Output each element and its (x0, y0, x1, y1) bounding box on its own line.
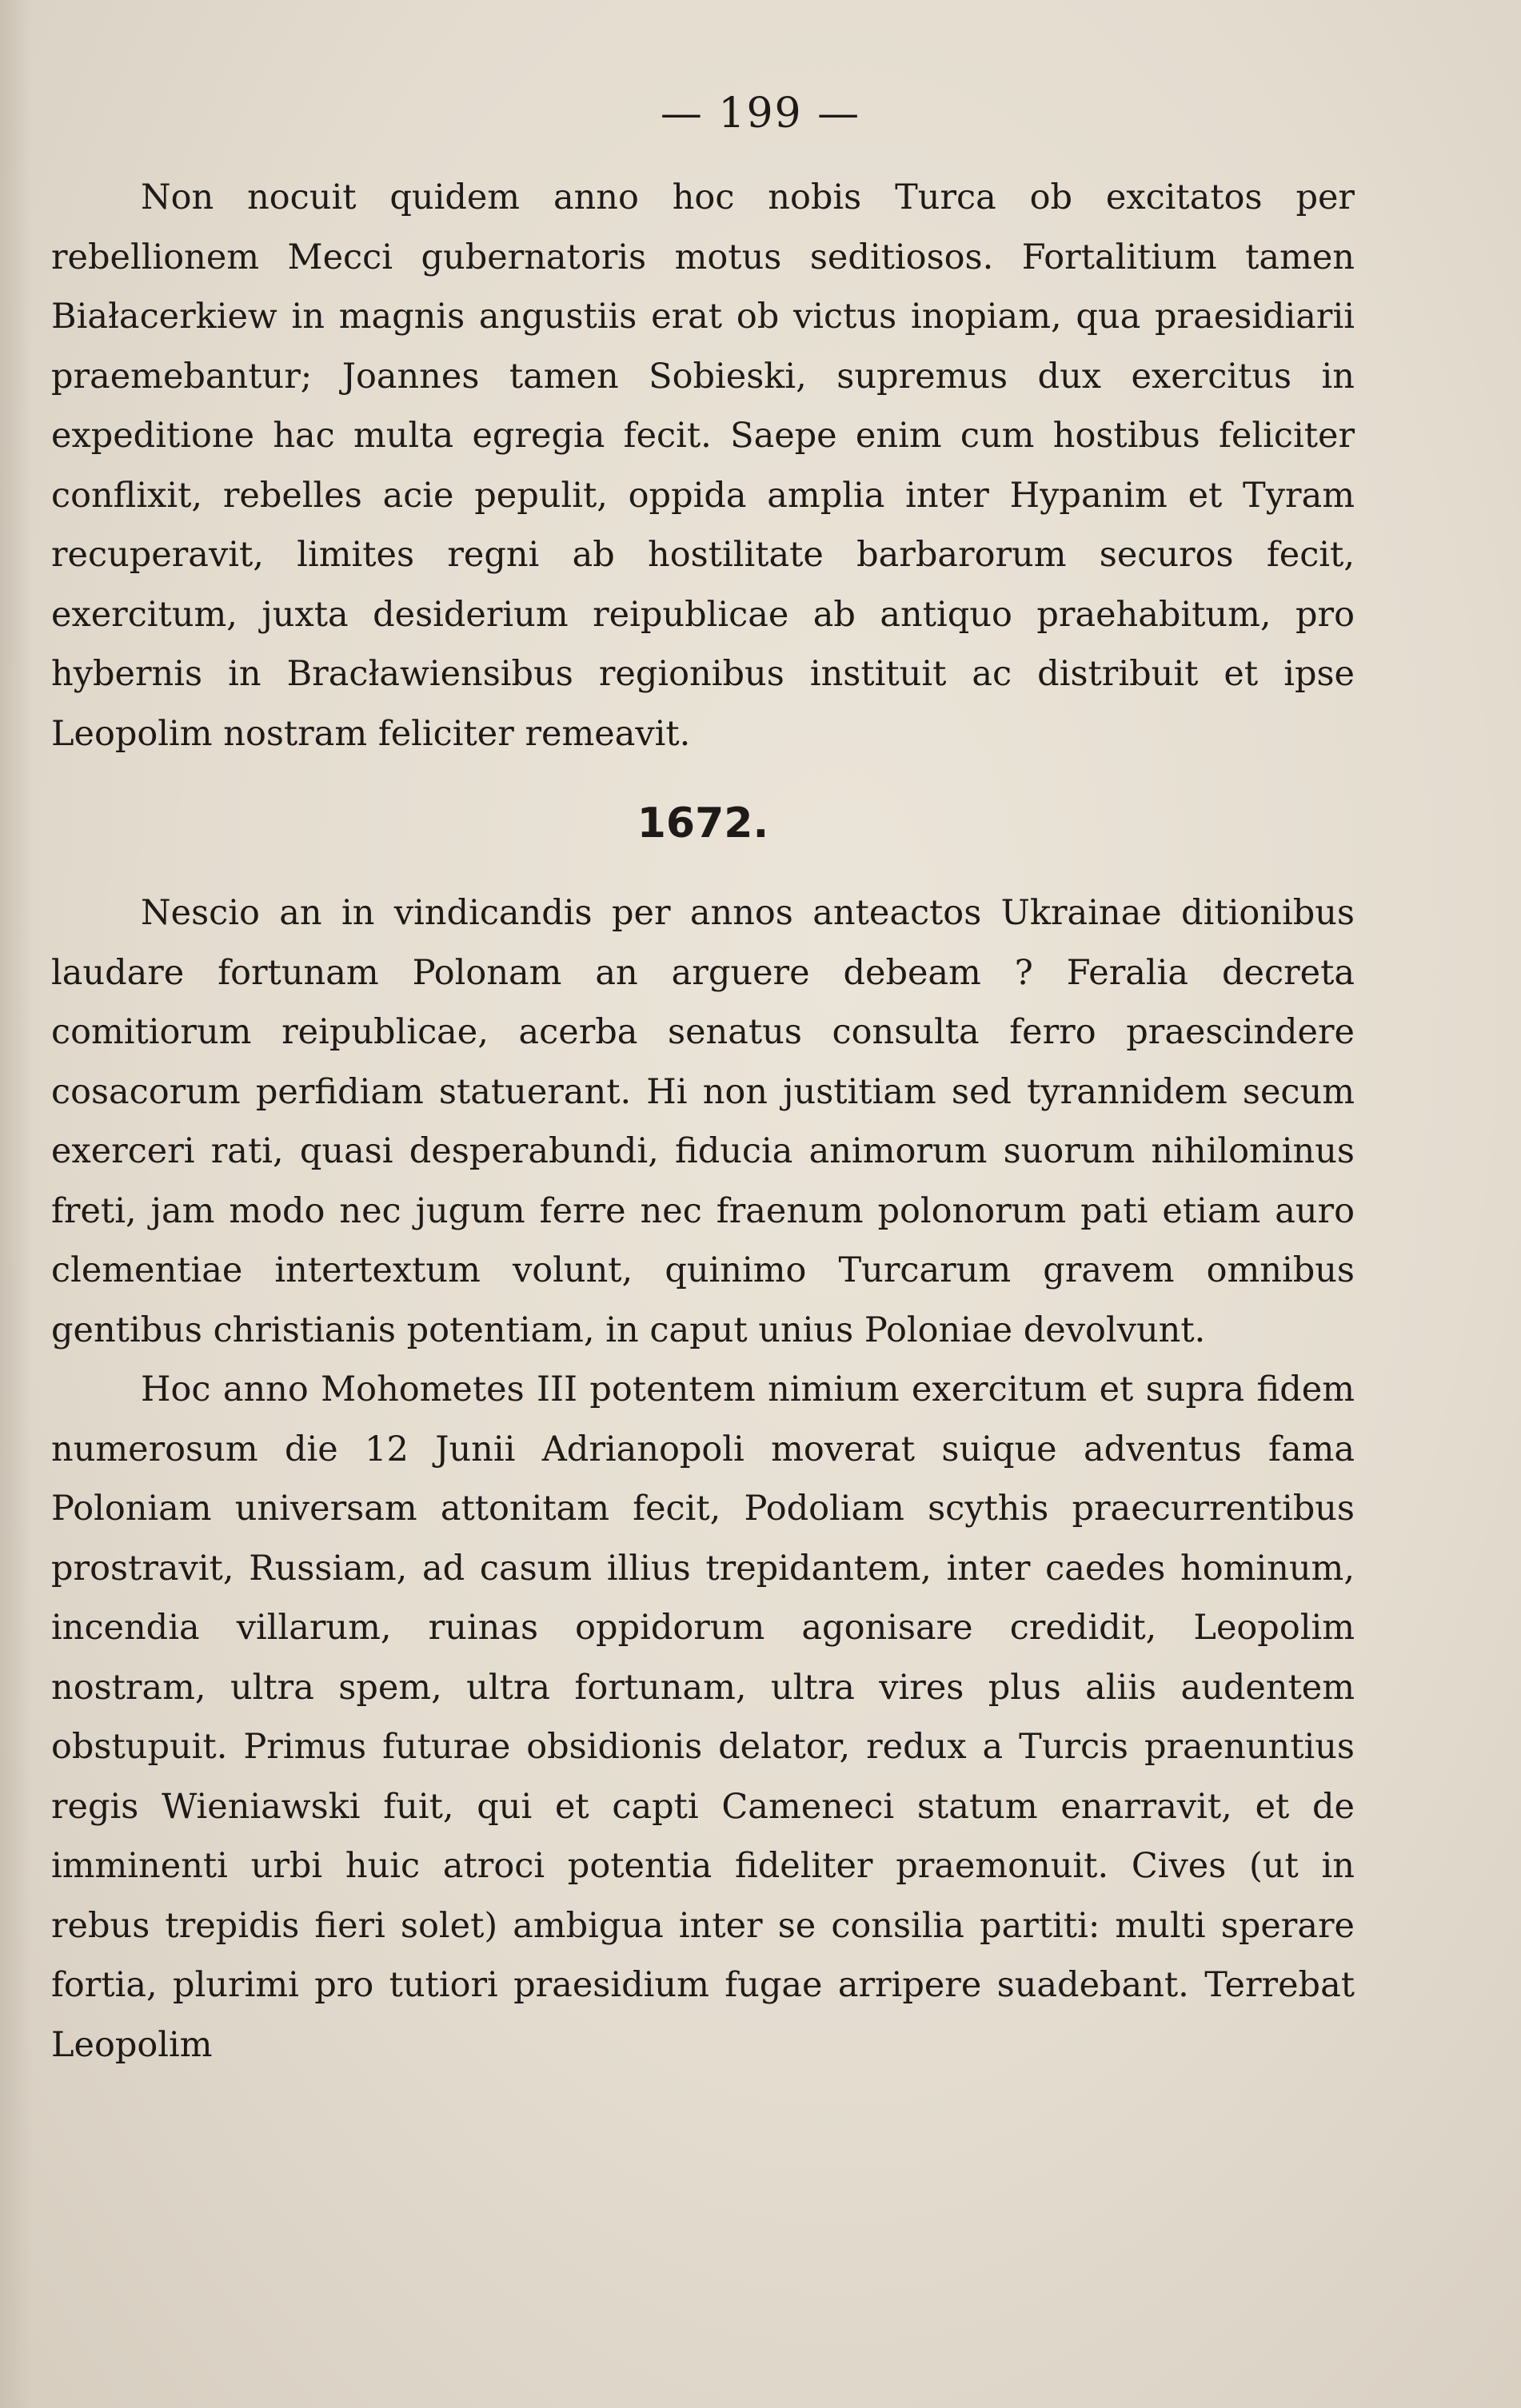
paragraph: Nescio an in vindicandis per annos anteactos Ukrainae ditionibus laudare fortunam Polonam an arguere debeam ? Feralia decreta comitiorum reipublicae, acerba senatus consulta ferro praescindere cosacorum perfidiam statuerant. Hi non justitiam sed tyrannidem secum exerceri rati, quasi desperabundi, fiducia animorum suorum nihilominus freti, jam modo nec jugum ferre nec fraenum polonorum pati etiam auro clementiae intertextum volunt, quinimo Turcarum gravem omnibus gentibus christianis potentiam, in caput unius Poloniae devolvunt. (51, 893, 1355, 1350)
body-text (51, 168, 1355, 2075)
page-shadow-edge (0, 0, 32, 2408)
paragraph: Non nocuit quidem anno hoc nobis Turca ob excitatos per rebellionem Mecci gubernatoris motus seditiosos. Fortalitium tamen Białacerkiew in magnis angustiis erat ob victus inopiam, qua praesidiarii praemebantur; Joannes tamen Sobieski, supremus dux exercitus in expeditione hac multa egregia fecit. Saepe enim cum hostibus feliciter conflixit, rebelles acie pepulit, oppida amplia inter Hypanim et Tyram recuperavit, limites regni ab hostilitate barbarorum securos fecit, exercitum, juxta desiderium reipublicae ab antiquo praehabitum, pro hybernis in Bracławiensibus regionibus instituit ac distribuit et ipse Leopolim nostram feliciter remeavit. (51, 177, 1355, 754)
page-number: — 199 — (660, 90, 861, 138)
year-heading: 1672. (637, 799, 769, 847)
paragraph: Hoc anno Mohometes III potentem nimium exercitum et supra fidem numerosum die 12 Junii Adrianopoli moverat suique adventus fama Poloniam universam attonitam fecit, Podoliam scythis praecurrentibus prostravit, Russiam, ad casum illius trepidantem, inter caedes hominum, incendia villarum, ruinas oppidorum agonisare credidit, Leopolim nostram, ultra spem, ultra fortunam, ultra vires plus aliis audentem obstupuit. Primus futurae obsidionis delator, redux a Turcis praenuntius regis Wieniawski fuit, qui et capti Cameneci statum enarravit, et de imminenti urbi huic atroci potentia fideliter praemonuit. Cives (ut in rebus trepidis fieri solet) ambigua inter se consilia partiti: multi sperare fortia, plurimi pro tutiori praesidium fugae arripere suadebant. Terrebat Leopolim (51, 1369, 1355, 2065)
